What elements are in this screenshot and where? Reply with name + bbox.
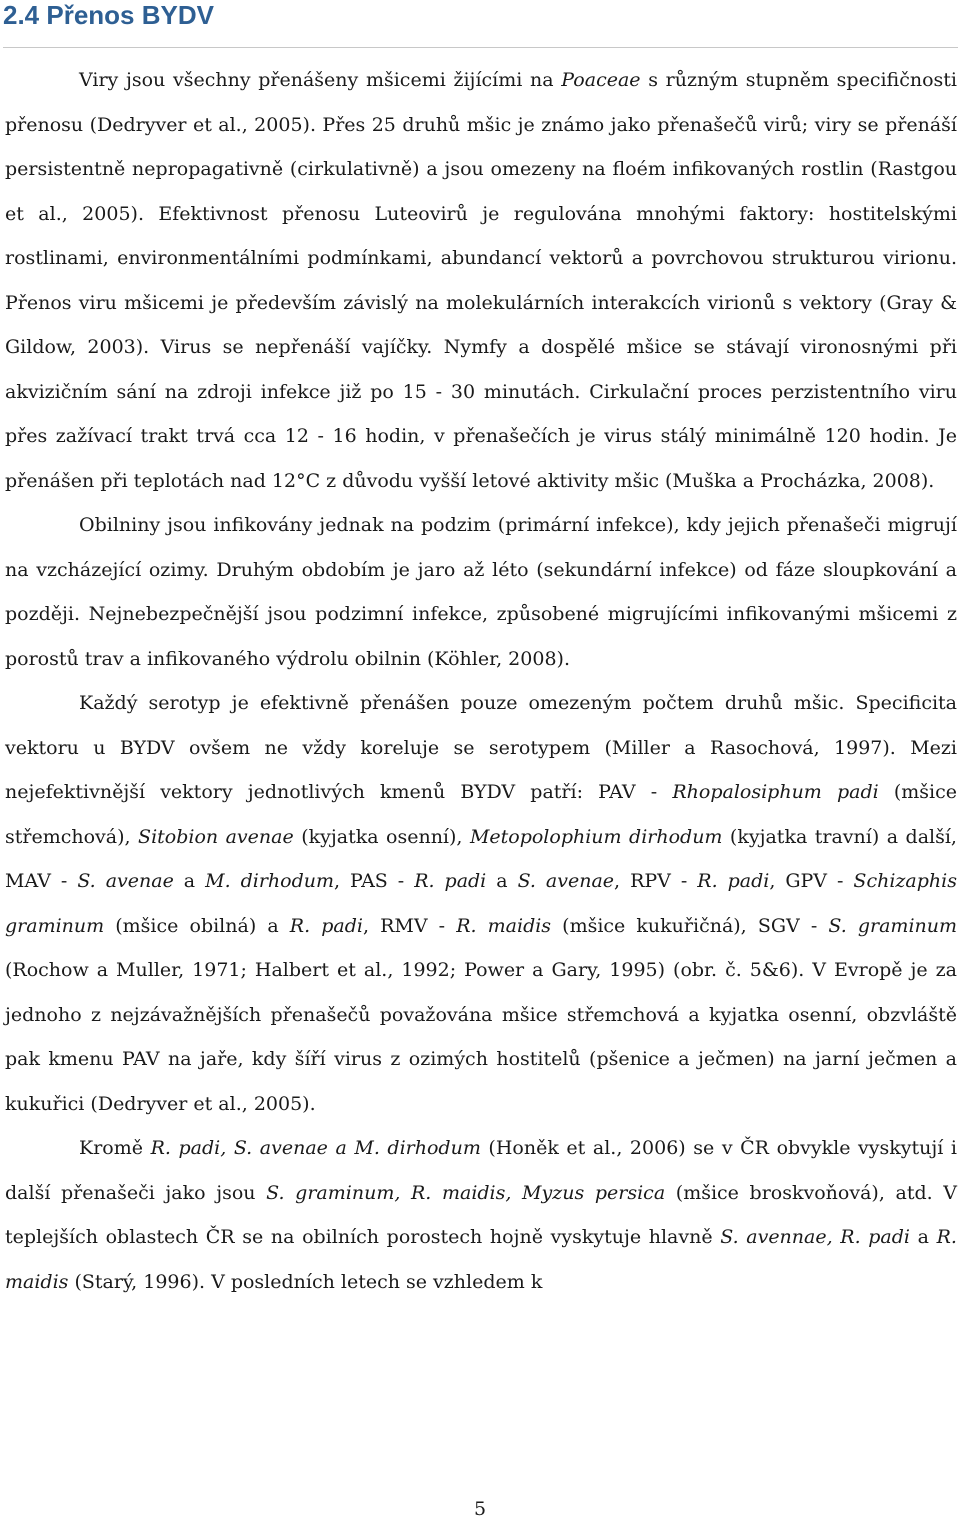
text-run: (mšice broskvoňová), atd. V teplejších oblastech ČR se na obilních porostech hojně vyskytuje hlavně: [5, 1181, 958, 1248]
paragraph-czech-vectors: [5, 1126, 957, 1304]
italic-text-run: Sitobion avenae: [138, 825, 294, 848]
text-run: a: [173, 870, 206, 892]
italic-text-run: R. padi: [414, 870, 487, 892]
italic-text-run: M. dirhodum: [205, 870, 335, 892]
text-run: (kyjatka osenní),: [293, 825, 470, 848]
section-heading: 2.4 Přenos BYDV: [3, 0, 214, 30]
text-run: (mšice kukuřičná), SGV -: [551, 914, 829, 937]
text-run: (kyjatka travní) a další, MAV -: [5, 825, 957, 892]
text-run: s různým stupněm specifičnosti přenosu (Dedryver et al., 2005). Přes 25 druhů mšic je známo jako přenašečů virů; viry se přenáší persistentně nepropagativně (cirkulativně) a jsou omezeny na floém infikovaných rostlin (Rastgou et al., 2005). Efektivnost přenosu Luteovirů je regulována mnohými faktory: hostitelskými rostlinami, environmentálními podmínkami, abundancí vektorů a povrchovou strukturou virionu. Přenos viru mšicemi je především závislý na molekulárních interakcích virionů s vektory (Gray & Gildow, 2003). Virus se nepřenáší vajíčky. Nymfy a dospělé mšice se stávají vironosnými při akvizičním sání na zdroji infekce již po 15 - 30 minutách. Cirkulační proces perzistentního viru přes zažívací trakt trvá cca 12 - 16 hodin, v přenašečích je virus stálý minimálně 120 hodin. Je přenášen při teplotách nad 12°C z důvodu vyšší letové aktivity mšic (Muška a Procházka, 2008).: [5, 69, 957, 492]
italic-text-run: Metopolophium dirhodum: [469, 825, 723, 848]
text-run: (mšice obilná) a: [104, 914, 290, 937]
italic-text-run: R. padi: [289, 914, 363, 937]
italic-text-run: Rhopalosiphum padi: [672, 781, 879, 803]
page-number: 5: [473, 1498, 487, 1520]
text-run: a: [910, 1226, 937, 1248]
italic-text-run: S. avenae: [517, 870, 615, 892]
italic-text-run: S. avennae, R. padi: [720, 1226, 910, 1248]
text-run: Viry jsou všechny přenášeny mšicemi žijícími na: [79, 69, 562, 91]
text-run: (Starý, 1996). V posledních letech se vzhledem k: [68, 1270, 543, 1293]
text-run: , PAS -: [334, 870, 415, 892]
italic-text-run: Schizaphis graminum: [5, 870, 957, 937]
italic-text-run: S. graminum: [828, 914, 958, 937]
text-run: Každý serotyp je efektivně přenášen pouze omezeným počtem druhů mšic. Specificita vektoru u BYDV ovšem ne vždy koreluje se serotypem (Miller a Rasochová, 1997). Mezi nejefektivnější vektory jednotlivých kmenů BYDV patří: PAV -: [5, 692, 957, 803]
text-run: Obilniny jsou infikovány jednak na podzim (primární infekce), kdy jejich přenašeči migrují na vzcházející ozimy. Druhým obdobím je jaro až léto (sekundární infekce) od fáze sloupkování a později. Nejnebezpečnější jsou podzimní infekce, způsobené migrujícími infikovanými mšicemi z porostů trav a infikovaného výdrolu obilnin (Köhler, 2008).: [5, 514, 957, 670]
text-run: , GPV -: [769, 870, 854, 892]
italic-text-run: R. maidis: [456, 914, 552, 937]
paragraph-transmission: [5, 58, 957, 503]
italic-text-run: S. graminum, R. maidis, Myzus persica: [266, 1181, 666, 1204]
text-run: , RMV -: [362, 914, 457, 937]
paragraph-infection-periods: [5, 503, 957, 681]
italic-text-run: S. avenae: [77, 870, 174, 892]
paragraph-vectors: [5, 681, 957, 1126]
italic-text-run: R. padi, S. avenae a M. dirhodum: [150, 1137, 481, 1159]
heading-underline: [3, 47, 958, 48]
text-run: Kromě: [79, 1137, 151, 1159]
body-text: [5, 58, 957, 1304]
text-run: a: [486, 870, 518, 892]
text-run: (mšice střemchová),: [5, 781, 957, 848]
text-run: (Rochow a Muller, 1971; Halbert et al., 1992; Power a Gary, 1995) (obr. č. 5&6). V Evropě je za jednoho z nejzávažnějších přenašečů považována mšice střemchová a kyjatka osenní, obzvláště pak kmenu PAV na jaře, kdy šíří virus z ozimých hostitelů (pšenice a ječmen) na jarní ječmen a kukuřici (Dedryver et al., 2005).: [5, 959, 957, 1115]
text-run: (Honěk et al., 2006) se v ČR obvykle vyskytují i další přenašeči jako jsou: [5, 1137, 957, 1204]
italic-text-run: R. padi: [697, 870, 770, 892]
italic-text-run: Poaceae: [561, 69, 641, 91]
italic-text-run: R. maidis: [5, 1226, 957, 1293]
text-run: , RPV -: [614, 870, 698, 892]
